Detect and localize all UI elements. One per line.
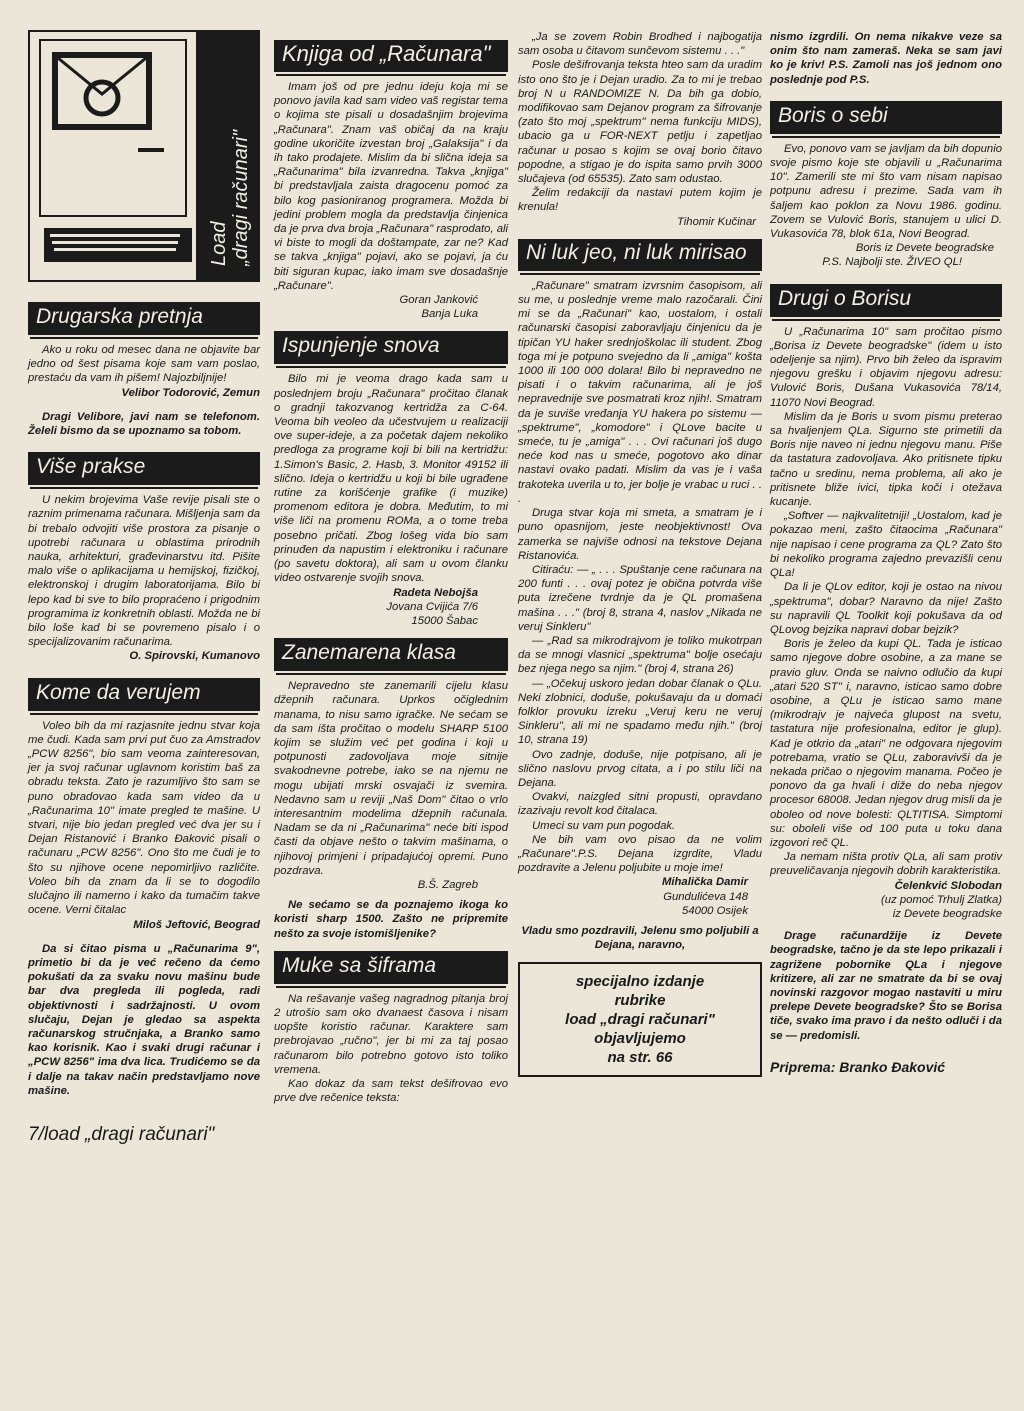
letter-signature-note: (uz pomoć Trhulj Zlatka) [881,893,1002,906]
letter-text: „Ja se zovem Robin Brodhed i najbogatija sam osoba u čitavom sunčevom sistemu . . ." Posle dešifrovanja teksta hteo sam da uradim isto ono što je i Dejan uradio. Za to mi je trebao broj N u RANDOMIZE N. Da bih ga dobio, modifikovao sam Dejanov program za šifrovanje (zato što moj „spektrum" nema funkciju MIDS), ubacio ga u FOR-NEXT petlju i zapetljao računar u posao s kojim se ovaj borio čitavo popodne, a stigao je do ispita samo prvih 3000 slučajeva (od 65535). Zato sam odustao. Želim redakciji da nastavi putem kojim je krenula! [518,31,762,214]
column-1 [28,30,260,1146]
heading-ispunjenje-snova: Ispunjenje snova [274,331,508,364]
prepared-by: Priprema: Branko Đaković [770,1058,946,1075]
heading-boris-o-sebi: Boris o sebi [770,101,1002,134]
letter-signature: B.Š. Zagreb [417,878,478,891]
editor-reply-continued: nismo izgrdili. On nema nikakve veze sa onim što nam zameraš. Neka se sam javi ko je kriv! P.S. Zamoli nas još jednom ono poslednje pod P.S. [770,31,1002,86]
special-edition-box: specijalno izdanje rubrike load „dragi računari" objavljujemo na str. 66 [518,962,762,1077]
letter-signature: Mihalička Damir [661,876,748,889]
letter-signature: Tihomir Kučinar [676,215,756,228]
heading-vise-prakse: Više prakse [28,452,260,485]
letter-postscript: P.S. Najbolji ste. ŽIVEO QL! [822,256,962,269]
letter-signature: Radeta Nebojša [393,586,478,599]
editor-reply: Dragi Velibore, javi nam se telefonom. Želeli bismo da se upoznamo sa tobom. [28,410,260,438]
letter-signature: Boris iz Devete beogradske [855,242,994,255]
page-footer: 7/load „dragi računari" [28,1123,215,1145]
letter-text: Bilo mi je veoma drago kada sam u poslednjem broju „Računara" pročitao članak o gradnji takozvanog kertridža za C-64. Veoma bih veoleo da učestvujem u realizaciji ove super-ideje, a za početak dajem nekoliko predloga za programe koji bi bili na kertridžu: 1.Simon's Basic, 2. Hasb, 3. Monitor 49152 ili slično. Ideja o kertridžu u koji bi bile ugrađene rutine za korišćenje grafike (i muzike) promenom editora je dobra. Međutim, to mi više liči na promenu ROMa, a o tome treba posebno pričati. Zbog lošeg vida bio sam prinuđen da napustim i elektroniku i računare (po savetu doktora), ali sam u ovom članku video ostvarenje svojih snova. [274,373,508,585]
heading-ni-luk-jeo: Ni luk jeo, ni luk mirisao [518,239,762,271]
letter-text: Na rešavanje vašeg nagradnog pitanja broj 2 utrošio sam oko dvanaest časova i nisam uopšte koristio računar. Karaktere sam prebrojavao „ručno", jer bi mi za taj posao računarom bilo potrebno gotovo isto toliko vremena. Kao dokaz da sam tekst dešifrovao evo prve dve rečenice teksta: [274,992,508,1105]
letter-text: Nepravedno ste zanemarili cijelu klasu džepnih računara. Uprkos očiglednim manama, to nisu samo igračke. Ne sećam se da sam išta pročitao o modelu SHARP 5100 kojim se služim već pet godina i koji u potpunosti zadovoljava moje sitnije svakodnevne potrebe, iako se na njemu ne mogu ubijati mrski osvajači iz svemira. Nedavno sam u reviji „Naš Dom" čitao o vrlo interesantnim modelima džepnih računala. Nadam se da ni „Računarima" neće biti ispod časti da objave nešto o takvim mašinama, o njihovoj primjeni i pripadajućoj opremi. Puno pozdrava. [274,680,508,877]
heading-muke-sa-siframa: Muke sa šiframa [274,951,508,984]
editor-reply: Da si čitao pisma u „Računarima 9", primetio bi da je već rečeno da ćemo pokušati da za svaku novu mašinu bude bar dva pregleda ili pogleda, radi objektivnosti i sadržajnosti. U ovom slučaju, Dejan je gledao sa aspekta računarskog stručnjaka, a Branko samo kao korisnik. Kao i svaki drugi računar i „PCW 8256" ima dva lica. Trudićemo se da i dalje na takav način predstavljamo nove mašine. [28,942,260,1097]
letter-text: Imam još od pre jednu ideju koja mi se ponovo javila kad sam video vaš registar tema o kojima ste pisali u dosadašnjim brojevima „Računara". Znam vaš običaj da na kraju godine ukoričite izvestan broj „Galaksija" i da ih tako prodajete. Mislim da bi slična ideja sa „Računarima" bila izvanredna. Takva „knjiga" bi predstavljala zaista dragocenu pomoć za bilo kog pasioniranog programera. Možda bi jedini problem mogla da predstavlja činjenica da je prva dva broja „Računara" rasprodato, ali vi biste to mogli da doštampate, zar ne? Kad se takva „knjiga" pojavi, ako se pojavi, ja ću biti siguran kupac, iako imam sve dosadašnje „Računare". [274,81,508,292]
editor-reply: Ne sećamo se da poznajemo ikoga ko koristi sharp 1500. Zašto ne pripremite nešto za svoje istomišljenike? [274,899,508,940]
heading-kome-da-verujem: Kome da verujem [28,678,260,711]
letter-signature-city: 54000 Osijek [682,904,748,917]
letter-text: Evo, ponovo vam se javljam da bih dopunio svoje pismo koje ste objavili u „Računarima 10". Zamerili ste mi što vam nisam napisao potpunu adresu i prezime. Sada vam ih šaljem kao poklon za Novu 1986. godinu. Zovem se Vulović Boris, stanujem u ulici D. Vukasovića 78, blok 61a, Novi Beograd. [770,142,1002,241]
column-4 [770,30,1002,1075]
letter-signature: O. Spirovski, Kumanovo [129,650,260,663]
letter-text: Ako u roku od mesec dana ne objavite bar jedno od šest pisama koje sam vam poslao, prestaću da vam ih pišem! Najozbiljnije! [28,344,260,385]
letter-signature: Velibor Todorović, Zemun [121,386,260,399]
letter-signature-city: 15000 Šabac [411,614,478,627]
column-3 [518,30,762,1077]
heading-zanemarena-klasa: Zanemarena klasa [274,638,508,671]
letter-signature: Goran Janković [399,294,478,307]
computer-mailbox-icon [30,32,194,276]
letter-signature-city: Banja Luka [421,308,478,321]
letter-signature: Čelenkvić Slobodan [894,879,1002,892]
rubric-logo [28,30,260,282]
heading-drugi-o-borisu: Drugi o Borisu [770,284,1002,317]
letter-signature-school: iz Devete beogradske [892,907,1002,920]
logo-vertical-title: Load „dragi računari" [208,129,252,266]
heading-knjiga-od-racunara: Knjiga od „Računara" [274,40,508,72]
letter-signature-address: Gundulićeva 148 [663,890,748,903]
editor-reply: Drage računardžije iz Devete beogradske, tačno je da ste lepo prikazali i zagrižene pobornike QLa i njegove kritizere, ali zar ne smatrate da bi se ovaj novinski razgovor mogao nastaviti u miru prelepe Devete beogradske? Što se Borisa tiče, svako ima pravo i da nešto odluči i da se — predomisli. [770,930,1002,1042]
column-2 [274,30,508,1105]
letter-text: Voleo bih da mi razjasnite jednu stvar koja me čudi. Kada sam prvi put čuo za Amstradov „PCW 8256", bio sam veoma zainteresovan, jer ja svoj računar uglavnom koristim baš za obradu teksta. Zato je razumljivo što sam se puno obradovao kada sam video da u „Računarima 10" imate pregled te mašine. U stvari, nije bio jedan pregled već dva jer su i Dejan Ristanović i Branko Đaković pisali o računaru „PCW 8256". Ono što me čudi je to što su njihove ocene nepomirljivo različite. Voleo bih da znam da li se to dogodilo slučajno ili namerno i kako da tumačim takve ocene. Verni čitalac [28,719,260,917]
heading-drugarska-pretnja: Drugarska pretnja [28,302,260,335]
letter-text: U „Računarima 10" sam pročitao pismo „Borisa iz Devete beogradske" (idem u isto odeljenje sa njim). Prvo bih želeo da ispravim njegovu grešku i objavim njegovu adresu: Vulović Boris, Dušana Vukasovića 78/14, 11070 Novi Beograd. Mislim da je Boris u svom pismu preterao sa hvaljenjem QLa. Sigurno ste primetili da Boris nije naveo ni jednu njegovu manu. Piše da tastatura zadovoljava. Ako pritisnete tipku tačno u sredinu, nema problema, ali ako je pritisnete bliže ivici, tipka koči i otežava kucanje. „Softver — najkvalitetniji! „Uostalom, kad je pokazao meni, zašto čitaocima „Računara" nije napisao i cene programa za QL? Zato što bi nekoliko programa zajedno prevazišli cenu QLa! Da li je QLov editor, koji je ostao na nivou „spektruma", dobar? Naravno da nije! Zašto su napravili QL Toolkit koji pokušava da od QLovog bejzika napravi dobar bejzik? Boris je želeo da kupi QL. Tada je isticao samo njegove dobre osobine, a za mane se pravio gluv. Onda se naivno odlučio da kupi „atari 520 ST" i, naravno, isticao samo dobre osobine, a QLu je isticao samo mane (mikrodrajv je najveća glupost na svetu, tastatura nije profesionalna, editor je glup). Kad je otkrio da „atari" ne odgovara njegovim potrebama, vratio se QLu, zaboravivši da je nekada pričao o njegovim manama. Počeo je ponovo da ga hvali i diže do neba njegov procesor 68008. Jedan njegov drug misli da je oboleo od nove bolesti: QLTITISA. Simptomi su: oboleli više od 100 puta u toku dana izgovori reč QL. Ja nemam ništa protiv QLa, ali sam protiv preuveličavanja njegovih dobrih karakteristika. [770,325,1002,878]
letter-text: „Računare" smatram izvrsnim časopisom, ali su me, u poslednje vreme malo razočarali. Čini mi se da „Računari" kao, uostalom, i ostali računarski časopisi zaboravljaju činjenicu da je tipičan YU haker srednjoškolac ili student. Zbog toga mi je potpuno svejedno da li „amiga" košta 1000 ili 100 000 dolara! Bilo bi nepravedno ne pisati i o takvim računarima, ali je još nepravednije sve posmatrati kroz njih!. Smatram da je suviše vređanja YU hakera po sistemu — „spektrume", „komodore" i QLove bacite u smeće, tu je „amiga" . . . Ovi računari još dugo neće kod nas u smeće, pogotovo ako dinar nastavi ovako padati. Mislim da vas je i vaša trakoteka uverila u to, jer bolje je vrabac u ruci . . . Druga stvar koja mi smeta, a smatram je i puno opasnijom, jeste neobjektivnost! Ova zamerka se najviše odnosi na tekstove Dejana Ristanovića. Citiraću: — „ . . . Spuštanje cene računara na 200 funti . . . ovaj potez je obična potvrda više puta izrečene tvrdnje da je QL promašena mašina . . ." (broj 8, strana 4, naslov „Nikada ne veruj Sinkleru" — „Rad sa mikrodrajvom je toliko mukotrpan da se mnogi vlasnici „spektruma" bolje osećaju bez njega nego sa njim." (broj 4, strana 26) — „Očekuj uskoro jedan dobar članak o QLu. Neki zlobnici, doduše, pokušavaju da u domaći folklor provuku izreku „Veruj keru ne veruj Sinkleru", ali mi ne spadamo među njih." (broj 10, strana 19) Ovo zadnje, doduše, nije potpisano, ali je slično naslovu prvog citata, a i po stilu liči na Dejana. Ovakvi, naizgled sitni propusti, opravdano izazivaju revolt kod čitalaca. Umeci su vam pun pogodak. Ne bih vam ovo pisao da ne volim „Računare".P.S. Dejana izgrdite, Vladu pozdravite a Jelenu poljubite u moje ime! [518,279,762,875]
letter-text: U nekim brojevima Vaše revije pisali ste o raznim primenama računara. Mišljenja sam da bi trebalo odvojiti više prostora za pisanje o upotrebi računara u oblastima prirodnih nauka, arhitekturi, građevinarstvu itd. Pišite malo više o aplikacijama u hemijskoj, fizičkoj, elektronskoj i drugim laboratorijama. Bilo bi lepo kad bi sve to bilo propraćeno i prigodnim programima iz konkretnih oblasti. Možda ne bi bilo loše kad bi se povremeno pisalo i o specijalizovanim računarima. [28,494,260,649]
letter-signature-address: Jovana Cvijića 7/6 [386,600,478,613]
letter-signature: Miloš Jeftović, Beograd [133,918,260,931]
editor-reply: Vladu smo pozdravili, Jelenu smo poljubili a Dejana, naravno, [521,924,759,952]
